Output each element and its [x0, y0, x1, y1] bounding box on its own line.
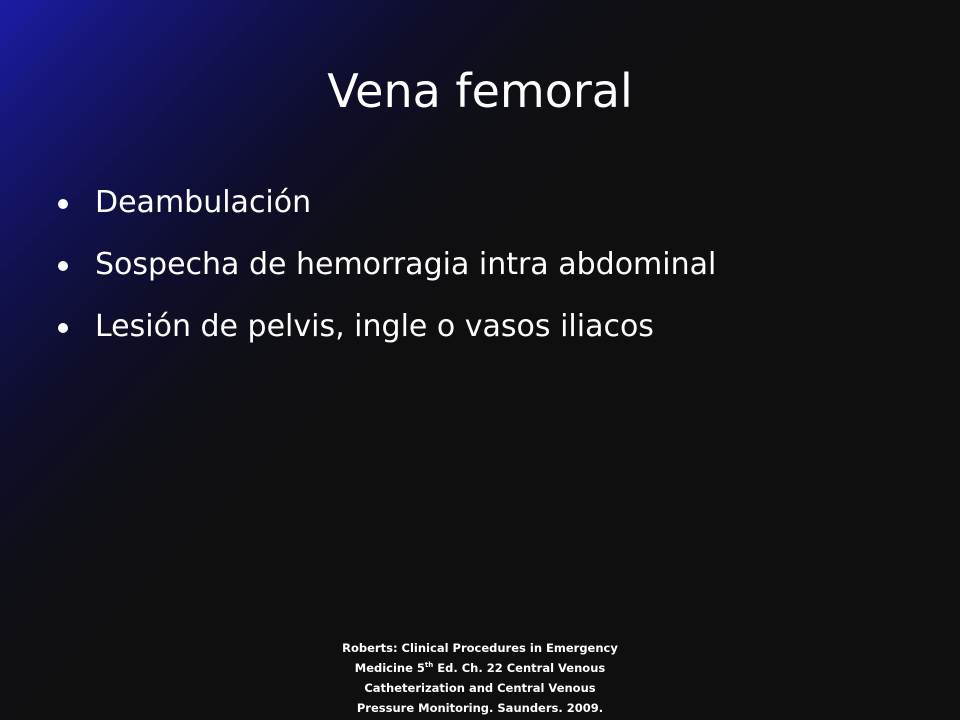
- bullet-dot-icon: [58, 323, 68, 333]
- bullet-dot-icon: [58, 261, 68, 271]
- bullet-dot-icon: [58, 199, 68, 209]
- citation-line: Ed. Ch. 22 Central Venous: [433, 661, 606, 675]
- reference-citation: [310, 638, 650, 718]
- citation-line: Roberts: Clinical Procedures in Emergency: [342, 641, 618, 655]
- citation-superscript: th: [424, 661, 434, 669]
- citation-line: Catheterization and Central Venous: [364, 681, 596, 695]
- citation-line: Pressure Monitoring. Saunders. 2009.: [356, 701, 604, 715]
- citation-line: Medicine 5: [354, 661, 425, 675]
- bullet-text: Deambulación: [95, 185, 312, 220]
- bullet-text: Sospecha de hemorragia intra abdominal: [95, 247, 717, 282]
- slide-title: Vena femoral: [327, 64, 633, 118]
- bullet-text: Lesión de pelvis, ingle o vasos iliacos: [95, 309, 654, 344]
